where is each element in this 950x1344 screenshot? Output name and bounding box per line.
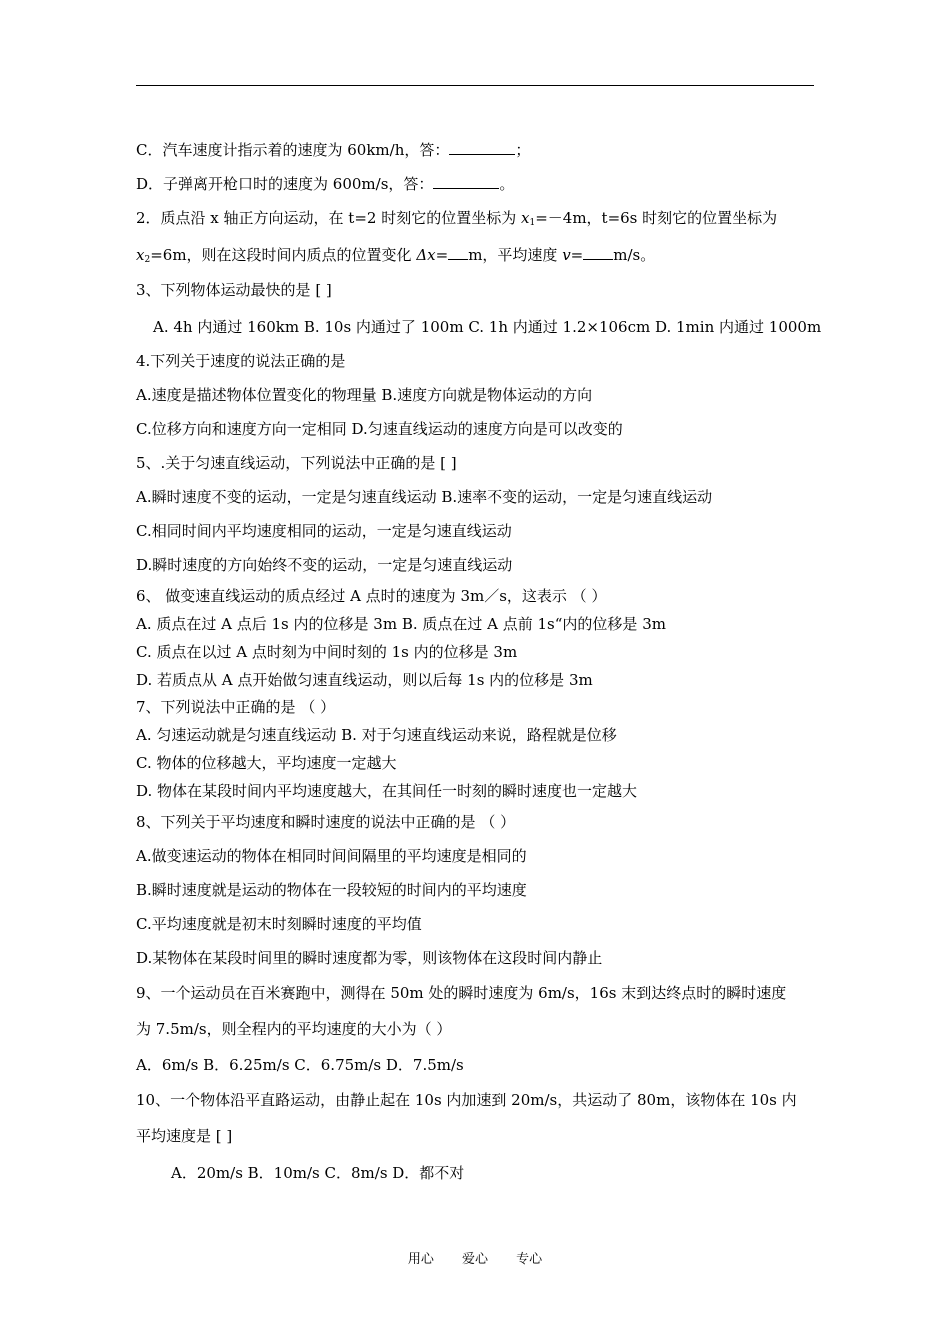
q2-text: 2．质点沿 x 轴正方向运动，在 t=2 时刻它的位置坐标为 <box>136 209 521 227</box>
var-x: x <box>136 246 145 264</box>
q10-options: A．20m/s B．10m/s C．8m/s D．都不对 <box>171 1164 465 1182</box>
var-x: x <box>521 209 530 227</box>
q2-text: = <box>435 246 449 264</box>
var-dx: Δx <box>416 246 436 264</box>
q10-line-1: 10、一个物体沿平直路运动，由静止起在 10s 内加速到 20m/s，共运动了 80m，该物体在 10s 内 <box>136 1091 797 1109</box>
q2-text: =－4m，t=6s 时刻它的位置坐标为 <box>535 209 778 227</box>
q8-option-b: B.瞬时速度就是运动的物体在一段较短的时间内的平均速度 <box>136 881 527 899</box>
q4-stem: 4.下列关于速度的说法正确的是 <box>136 352 346 370</box>
header-rule <box>136 85 814 86</box>
q2-line-1 <box>136 208 777 233</box>
q6-option-c: C. 质点在以过 A 点时刻为中间时刻的 1s 内的位移是 3m <box>136 643 518 661</box>
q7-options-ab: A. 匀速运动就是匀速直线运动 B. 对于匀速直线运动来说，路程就是位移 <box>136 726 617 744</box>
q2-text: m/s。 <box>613 246 656 264</box>
q1-c-end: ； <box>515 141 531 159</box>
q5-stem: 5、.关于匀速直线运动，下列说法中正确的是 [ ] <box>136 454 457 472</box>
footer-text: 用心 <box>407 1252 434 1267</box>
q2-text: = <box>570 246 584 264</box>
q5-option-d: D.瞬时速度的方向始终不变的运动，一定是匀速直线运动 <box>136 556 513 574</box>
answer-blank[interactable] <box>449 140 515 155</box>
answer-blank[interactable] <box>433 174 499 189</box>
subscript: 1 <box>529 218 536 228</box>
q1-c-text: C．汽车速度计指示着的速度为 60km/h，答： <box>136 141 450 159</box>
q2-text: =6m，则在这段时间内质点的位置变化 <box>150 246 417 264</box>
q2-line-2 <box>136 245 655 270</box>
q6-stem: 6、 做变速直线运动的质点经过 A 点时的速度为 3m／s，这表示 （ ） <box>136 587 607 605</box>
q8-option-a: A.做变速运动的物体在相同时间间隔里的平均速度是相同的 <box>136 847 527 865</box>
q1-d-text: D．子弹离开枪口时的速度为 600m/s，答： <box>136 175 434 193</box>
q9-line-1: 9、一个运动员在百米赛跑中，测得在 50m 处的瞬时速度为 6m/s，16s 末到达终点时的瞬时速度 <box>136 984 787 1002</box>
q3-options: A. 4h 内通过 160km B. 10s 内通过了 100m C. 1h 内通过 1.2×106cm D. 1min 内通过 1000m <box>153 318 822 336</box>
q1-option-d <box>136 174 514 194</box>
page-footer <box>0 1248 950 1267</box>
answer-blank[interactable] <box>583 245 613 260</box>
answer-blank[interactable] <box>448 245 468 260</box>
q4-options-cd: C.位移方向和速度方向一定相同 D.匀速直线运动的速度方向是可以改变的 <box>136 420 623 438</box>
q5-option-c: C.相同时间内平均速度相同的运动，一定是匀速直线运动 <box>136 522 512 540</box>
q6-options-ab: A. 质点在过 A 点后 1s 内的位移是 3m B. 质点在过 A 点前 1s“内的位移是 3m <box>136 615 666 633</box>
var-v: v <box>562 246 571 264</box>
q7-option-c: C. 物体的位移越大，平均速度一定越大 <box>136 754 397 772</box>
q8-stem: 8、下列关于平均速度和瞬时速度的说法中正确的是 （ ） <box>136 813 516 831</box>
q5-options-ab: A.瞬时速度不变的运动，一定是匀速直线运动 B.速率不变的运动，一定是匀速直线运动 <box>136 488 713 506</box>
q8-option-c: C.平均速度就是初末时刻瞬时速度的平均值 <box>136 915 422 933</box>
q10-line-2: 平均速度是 [ ] <box>136 1127 233 1145</box>
q9-options: A．6m/s B．6.25m/s C．6.75m/s D．7.5m/s <box>136 1056 464 1074</box>
subscript: 2 <box>144 255 151 265</box>
q6-option-d: D. 若质点从 A 点开始做匀速直线运动，则以后每 1s 内的位移是 3m <box>136 671 593 689</box>
q7-stem: 7、下列说法中正确的是 （ ） <box>136 698 336 716</box>
q3-stem: 3、下列物体运动最快的是 [ ] <box>136 281 332 299</box>
q9-line-2: 为 7.5m/s，则全程内的平均速度的大小为（ ） <box>136 1020 452 1038</box>
footer-text: 专心 <box>516 1252 543 1267</box>
q1-option-c <box>136 140 530 160</box>
q4-options-ab: A.速度是描述物体位置变化的物理量 B.速度方向就是物体运动的方向 <box>136 386 593 404</box>
q1-d-end: 。 <box>499 175 515 193</box>
footer-text: 爱心 <box>461 1252 488 1267</box>
q2-text: m，平均速度 <box>468 246 563 264</box>
q7-option-d: D. 物体在某段时间内平均速度越大，在其间任一时刻的瞬时速度也一定越大 <box>136 782 638 800</box>
q8-option-d: D.某物体在某段时间里的瞬时速度都为零，则该物体在这段时间内静止 <box>136 949 603 967</box>
